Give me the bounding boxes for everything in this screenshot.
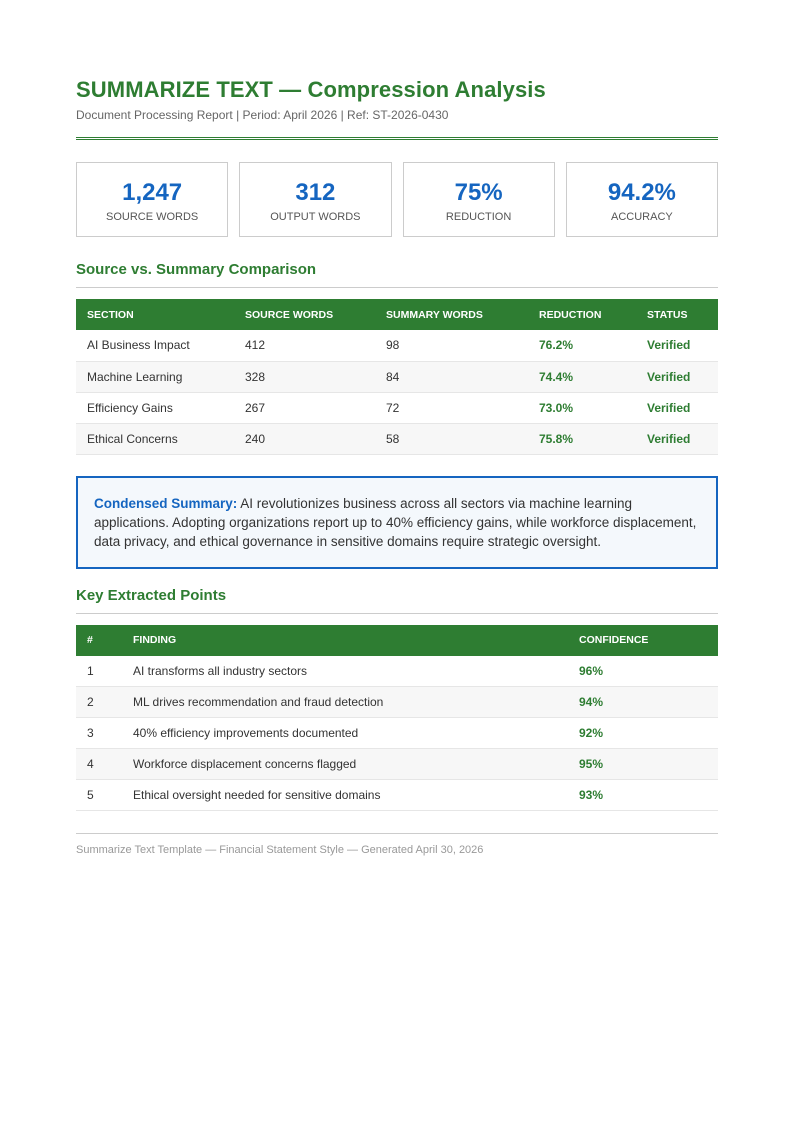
finding-cell: ML drives recommendation and fraud detection — [122, 687, 568, 718]
finding-cell: AI transforms all industry sectors — [122, 656, 568, 687]
key-points-section — [76, 586, 718, 812]
status-cell: Verified — [636, 361, 718, 392]
column-header: FINDING — [133, 634, 177, 646]
stat-card-output-words — [239, 162, 391, 237]
column-header: STATUS — [647, 308, 688, 321]
page-footer: Summarize Text Template — Financial Statement Style — Generated April 30, 2026 — [76, 844, 484, 856]
section-cell: Efficiency Gains — [76, 392, 234, 423]
key-points-table — [76, 625, 718, 812]
stat-label: OUTPUT WORDS — [270, 211, 361, 223]
point-number-cell: 1 — [76, 656, 122, 687]
reduction-cell: 74.4% — [528, 361, 636, 392]
summary-words-cell: 72 — [375, 392, 528, 423]
confidence-cell: 95% — [568, 749, 718, 780]
point-number-cell: 3 — [76, 718, 122, 749]
report-page — [76, 76, 718, 857]
section-divider — [76, 287, 718, 288]
stat-card-reduction — [403, 162, 555, 237]
column-header: # — [87, 634, 93, 646]
source-words-cell: 267 — [234, 392, 375, 423]
stats-row — [76, 162, 718, 237]
table-header-row — [76, 299, 718, 330]
point-number-cell: 5 — [76, 780, 122, 811]
section-heading: Source vs. Summary Comparison — [76, 261, 317, 278]
finding-cell: Workforce displacement concerns flagged — [122, 749, 568, 780]
column-header: SOURCE WORDS — [245, 308, 334, 321]
page-subtitle: Document Processing Report | Period: April 2026 | Ref: ST-2026-0430 — [76, 108, 449, 122]
table-header-row — [76, 625, 718, 656]
stat-value: 75% — [454, 179, 503, 206]
confidence-cell: 94% — [568, 687, 718, 718]
stat-card-source-words — [76, 162, 228, 237]
table-row — [76, 423, 718, 454]
table-row — [76, 780, 718, 811]
summary-text: AI revolutionizes business across all sectors via machine learning applications. Adopting organizations report up to 40% efficiency gains, while workforce displacement, data privacy, and ethical governance in sensitive domains require strategic oversight. — [94, 495, 697, 549]
stat-value: 94.2% — [607, 179, 676, 206]
stat-card-accuracy — [566, 162, 718, 237]
footer-divider — [76, 833, 718, 834]
reduction-cell: 73.0% — [528, 392, 636, 423]
column-header: SUMMARY WORDS — [386, 308, 483, 321]
section-heading: Key Extracted Points — [76, 586, 227, 604]
section-cell: Ethical Concerns — [76, 423, 234, 454]
summary-words-cell: 84 — [375, 361, 528, 392]
confidence-cell: 96% — [568, 656, 718, 687]
table-row — [76, 687, 718, 718]
condensed-summary-box — [76, 476, 718, 569]
column-header: SECTION — [87, 308, 134, 321]
reduction-cell: 76.2% — [528, 330, 636, 361]
table-row — [76, 656, 718, 687]
source-words-cell: 412 — [234, 330, 375, 361]
source-words-cell: 240 — [234, 423, 375, 454]
section-divider — [76, 613, 718, 614]
table-row — [76, 392, 718, 423]
table-row — [76, 718, 718, 749]
point-number-cell: 4 — [76, 749, 122, 780]
page-title: SUMMARIZE TEXT — Compression Analysis — [76, 77, 546, 102]
title-divider — [76, 137, 718, 140]
status-cell: Verified — [636, 423, 718, 454]
finding-cell: Ethical oversight needed for sensitive domains — [122, 780, 568, 811]
summary-words-cell: 58 — [375, 423, 528, 454]
confidence-cell: 93% — [568, 780, 718, 811]
stat-value: 312 — [295, 179, 336, 206]
section-cell: AI Business Impact — [76, 330, 234, 361]
table-row — [76, 361, 718, 392]
source-words-cell: 328 — [234, 361, 375, 392]
section-cell: Machine Learning — [76, 361, 234, 392]
status-cell: Verified — [636, 392, 718, 423]
stat-label: SOURCE WORDS — [105, 211, 199, 223]
table-row — [76, 749, 718, 780]
stat-label: ACCURACY — [611, 211, 673, 223]
reduction-cell: 75.8% — [528, 423, 636, 454]
column-header: CONFIDENCE — [579, 634, 649, 646]
finding-cell: 40% efficiency improvements documented — [122, 718, 568, 749]
stat-label: REDUCTION — [445, 211, 512, 223]
column-header: REDUCTION — [539, 308, 602, 321]
comparison-section — [76, 260, 718, 455]
status-cell: Verified — [636, 330, 718, 361]
table-row — [76, 330, 718, 361]
stat-value: 1,247 — [122, 179, 183, 206]
summary-words-cell: 98 — [375, 330, 528, 361]
summary-label: Condensed Summary: — [94, 495, 238, 511]
confidence-cell: 92% — [568, 718, 718, 749]
comparison-table — [76, 299, 718, 455]
point-number-cell: 2 — [76, 687, 122, 718]
